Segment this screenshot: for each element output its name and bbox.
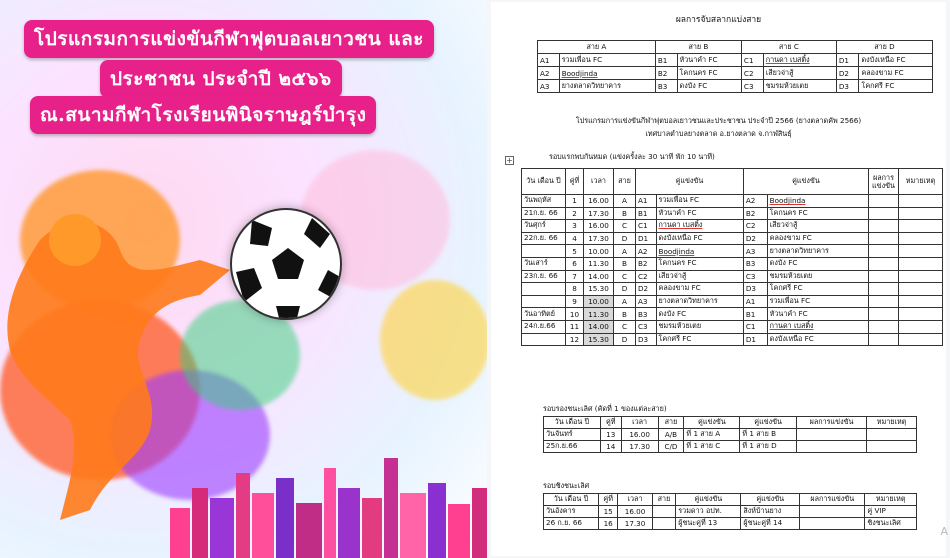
- cell-c1: B2: [636, 257, 657, 270]
- cell-c2: A3: [743, 245, 767, 258]
- table-row: [522, 283, 943, 296]
- cell-grp: D: [614, 333, 636, 346]
- cell-result: [796, 429, 866, 441]
- cell-time: 11.30: [584, 308, 614, 321]
- cell-day: 25ก.ย.66: [544, 441, 601, 453]
- cell-result: [869, 195, 899, 208]
- cell-time: 10.00: [584, 295, 614, 308]
- col-header: คู่ที่: [566, 169, 584, 195]
- cell-time: 11.30: [584, 257, 614, 270]
- col-header: วัน เดือน ปี: [522, 169, 566, 195]
- cell-t2: Boodjinda: [767, 195, 868, 208]
- team-name: โคกนคร FC: [677, 67, 741, 80]
- cell-t1: ยางตลาดวิทยาคาร: [656, 295, 743, 308]
- cell-grp: B: [614, 257, 636, 270]
- col-header: สาย: [614, 169, 636, 195]
- cell-t1: ชมรมห้วยเตย: [656, 320, 743, 333]
- cell-no: 7: [566, 270, 584, 283]
- cell-day: 23ก.ย. 66: [522, 270, 566, 283]
- cell-t2: ชมรมห้วยเตย: [767, 270, 868, 283]
- cell-note: [899, 207, 943, 220]
- table-row: [544, 441, 917, 453]
- col-header: คู่แข่งขัน: [743, 169, 868, 195]
- table-row: [538, 54, 933, 67]
- cell-t1: หัวนาคำ FC: [656, 207, 743, 220]
- cell-c2: A1: [743, 295, 767, 308]
- cell-result: [869, 220, 899, 233]
- cell-day: [522, 295, 566, 308]
- cell-t2: คลองขาม FC: [767, 232, 868, 245]
- cell-grp: C: [614, 320, 636, 333]
- col-header: คู่แข่งขัน: [636, 169, 744, 195]
- cell-result: [869, 270, 899, 283]
- table-row: [544, 506, 917, 518]
- cell-day: [522, 283, 566, 296]
- cell-grp: A: [614, 195, 636, 208]
- cell-c2: C1: [743, 320, 767, 333]
- col-header: หมายเหตุ: [865, 494, 917, 506]
- cell-t1: รวมเพื่อน FC: [656, 195, 743, 208]
- team-name: ชมรมห้วยเตย: [763, 80, 836, 93]
- cell-result: [869, 232, 899, 245]
- cell-no: 2: [566, 207, 584, 220]
- cell-result: [869, 333, 899, 346]
- cell-time: 15.30: [584, 283, 614, 296]
- cell-grp: C/D: [658, 441, 684, 453]
- cell-day: วันอาทิตย์: [522, 308, 566, 321]
- cell-c1: C2: [636, 270, 657, 283]
- cell-t2: ดงบังเหนือ FC: [767, 333, 868, 346]
- cell-t2: กานดา เบสติ้ง: [767, 320, 868, 333]
- table-move-handle[interactable]: +: [506, 156, 513, 165]
- col-header: ผลการแข่งขัน: [869, 169, 899, 195]
- cell-time: 16.00: [621, 429, 658, 441]
- cell-grp: D: [614, 283, 636, 296]
- cell-c2: B2: [743, 207, 767, 220]
- table-row: [522, 220, 943, 233]
- final-table: [543, 493, 917, 530]
- cell-day: 21ก.ย. 66: [522, 207, 566, 220]
- cell-c2: D3: [743, 283, 767, 296]
- document-viewer: [487, 0, 950, 558]
- cell-c1: D2: [636, 283, 657, 296]
- team-name: โคกศรี FC: [859, 80, 933, 93]
- final-header-row: [544, 494, 917, 506]
- cell-note: คู่ VIP: [865, 506, 917, 518]
- cell-t1: ดงบัง FC: [656, 308, 743, 321]
- seed-code: A1: [538, 54, 560, 67]
- cell-c2: B1: [743, 308, 767, 321]
- cell-no: 12: [566, 333, 584, 346]
- cell-grp: A: [614, 245, 636, 258]
- cell-t2: โคกนคร FC: [767, 207, 868, 220]
- cell-t1: โคกนคร FC: [656, 257, 743, 270]
- col-header: เวลา: [618, 494, 652, 506]
- cell-c1: C1: [636, 220, 657, 233]
- cell-grp: [652, 506, 676, 518]
- cell-no: 6: [566, 257, 584, 270]
- seed-code: C1: [741, 54, 763, 67]
- cell-no: 8: [566, 283, 584, 296]
- cell-c1: D3: [636, 333, 657, 346]
- cell-no: 10: [566, 308, 584, 321]
- team-name: เสียวจ่าสู้: [763, 67, 836, 80]
- cell-t1: ผู้ชนะคู่ที่ 13: [676, 518, 741, 530]
- watermark-text: A: [940, 525, 948, 538]
- table-row: [522, 232, 943, 245]
- cell-result: [800, 506, 865, 518]
- cell-time: 17.30: [618, 518, 652, 530]
- cell-t1: คลองขาม FC: [656, 283, 743, 296]
- cell-no: 4: [566, 232, 584, 245]
- cell-t2: ที่ 1 สาย B: [740, 429, 797, 441]
- cell-no: 3: [566, 220, 584, 233]
- col-header: คู่ที่: [600, 417, 621, 429]
- col-header: ผลการแข่งขัน: [800, 494, 865, 506]
- cell-time: 17.30: [621, 441, 658, 453]
- team-name: กานดา เบสติ้ง: [763, 54, 836, 67]
- paint-splash: [380, 280, 487, 400]
- cell-c2: A2: [743, 195, 767, 208]
- seed-code: C2: [741, 67, 763, 80]
- seed-code: D1: [836, 54, 859, 67]
- poster-title-line2: ประชาชน ประจำปี ๒๕๖๖: [100, 60, 342, 98]
- cell-t2: รวมเพื่อน FC: [767, 295, 868, 308]
- cell-c1: A1: [636, 195, 657, 208]
- cell-result: [796, 441, 866, 453]
- cell-grp: C: [614, 220, 636, 233]
- program-subtitle: เทศบาลตำบลยางตลาด อ.ยางตลาด จ.กาฬสินธุ์: [645, 129, 792, 138]
- col-header: คู่ที่: [598, 494, 617, 506]
- table-row: [544, 429, 917, 441]
- group-header: สาย D: [836, 41, 932, 54]
- cell-t2: ดงบัง FC: [767, 257, 868, 270]
- col-header: เวลา: [584, 169, 614, 195]
- cell-day: วันเสาร์: [522, 257, 566, 270]
- col-header: คู่แข่งขัน: [741, 494, 800, 506]
- document-page: [491, 2, 946, 556]
- cell-note: [899, 232, 943, 245]
- table-row: [522, 308, 943, 321]
- table-row: [522, 270, 943, 283]
- team-name: ดงบังเหนือ FC: [859, 54, 933, 67]
- cell-grp: A/B: [658, 429, 684, 441]
- cell-day: 24ก.ย.66: [522, 320, 566, 333]
- col-header: หมายเหตุ: [867, 417, 917, 429]
- football-icon: [230, 208, 342, 320]
- cell-no: 11: [566, 320, 584, 333]
- cell-note: [899, 320, 943, 333]
- cell-c1: A2: [636, 245, 657, 258]
- cell-time: 17.30: [584, 232, 614, 245]
- cell-day: วันศุกร์: [522, 220, 566, 233]
- cell-no: 14: [600, 441, 621, 453]
- team-name: หัวนาคำ FC: [677, 54, 741, 67]
- cell-time: 17.30: [584, 207, 614, 220]
- cell-no: 1: [566, 195, 584, 208]
- seed-code: B1: [655, 54, 677, 67]
- cell-t1: ที่ 1 สาย A: [684, 429, 740, 441]
- seed-code: D3: [836, 80, 859, 93]
- cell-c2: C3: [743, 270, 767, 283]
- cell-c1: B1: [636, 207, 657, 220]
- poster-title-line1: โปรแกรมการแข่งขันกีฬาฟุตบอลเยาวชน และ: [24, 20, 434, 58]
- table-row: [522, 257, 943, 270]
- cell-result: [869, 245, 899, 258]
- cell-c2: C2: [743, 220, 767, 233]
- cell-time: 16.00: [618, 506, 652, 518]
- cell-c1: A3: [636, 295, 657, 308]
- seed-code: C3: [741, 80, 763, 93]
- draw-heading: ผลการจับสลากแบ่งสาย: [675, 15, 762, 25]
- col-header: เวลา: [621, 417, 658, 429]
- cell-c2: D2: [743, 232, 767, 245]
- col-header: คู่แข่งขัน: [740, 417, 797, 429]
- cell-result: [869, 308, 899, 321]
- cell-result: [869, 257, 899, 270]
- cell-t2: โคกศรี FC: [767, 283, 868, 296]
- cell-note: [899, 308, 943, 321]
- cell-t1: รวมดาว อปท.: [676, 506, 741, 518]
- cell-c2: B3: [743, 257, 767, 270]
- cell-day: วันอังคาร: [544, 506, 599, 518]
- cell-time: 14.00: [584, 320, 614, 333]
- cell-note: [899, 333, 943, 346]
- cell-time: 16.00: [584, 195, 614, 208]
- round1-label: รอบแรกพบกันหมด (แข่งครั้งละ 30 นาที พัก 10 นาที): [549, 152, 715, 161]
- cell-no: 5: [566, 245, 584, 258]
- cell-grp: D: [614, 232, 636, 245]
- cell-note: [899, 295, 943, 308]
- poster-title-line3: ณ.สนามกีฬาโรงเรียนพินิจราษฎร์บำรุง: [30, 96, 376, 134]
- cell-t2: ที่ 1 สาย D: [740, 441, 797, 453]
- cell-grp: A: [614, 295, 636, 308]
- cell-t2: ยางตลาดวิทยาคาร: [767, 245, 868, 258]
- table-row: [522, 207, 943, 220]
- groups-table: [537, 40, 933, 93]
- team-name: คลองขาม FC: [859, 67, 933, 80]
- semifinal-table: [543, 416, 917, 453]
- cell-note: [899, 257, 943, 270]
- seed-code: A3: [538, 80, 560, 93]
- cell-t1: Boodjinda: [656, 245, 743, 258]
- cell-t2: ผู้ชนะคู่ที่ 14: [741, 518, 800, 530]
- col-header: วัน เดือน ปี: [544, 494, 599, 506]
- group-header: สาย A: [538, 41, 656, 54]
- cell-no: 16: [598, 518, 617, 530]
- col-header: หมายเหตุ: [899, 169, 943, 195]
- table-row: [538, 67, 933, 80]
- cell-t1: ที่ 1 สาย C: [684, 441, 740, 453]
- cell-note: [899, 270, 943, 283]
- cell-grp: B: [614, 308, 636, 321]
- team-name: รวมเพื่อน FC: [559, 54, 655, 67]
- cell-grp: [652, 518, 676, 530]
- group-header: สาย C: [741, 41, 836, 54]
- cell-day: วันพฤหัส: [522, 195, 566, 208]
- table-row: [522, 195, 943, 208]
- city-skyline: [170, 438, 487, 558]
- cell-note: [867, 441, 917, 453]
- col-header: สาย: [658, 417, 684, 429]
- cell-time: 10.00: [584, 245, 614, 258]
- seed-code: B3: [655, 80, 677, 93]
- cell-c1: C3: [636, 320, 657, 333]
- cell-time: 16.00: [584, 220, 614, 233]
- table-row: [544, 518, 917, 530]
- table-row: [538, 80, 933, 93]
- table-row: [522, 245, 943, 258]
- cell-day: [522, 245, 566, 258]
- seed-code: D2: [836, 67, 859, 80]
- cell-t2: สิงห์บ้านยาง: [741, 506, 800, 518]
- col-header: ผลการแข่งขัน: [796, 417, 866, 429]
- cell-day: [522, 333, 566, 346]
- round1-schedule-table: [521, 168, 943, 346]
- cell-day: 26 ก.ย. 66: [544, 518, 599, 530]
- table-row: [522, 295, 943, 308]
- cell-time: 14.00: [584, 270, 614, 283]
- cell-no: 9: [566, 295, 584, 308]
- seed-code: A2: [538, 67, 560, 80]
- cell-note: [899, 245, 943, 258]
- cell-result: [869, 283, 899, 296]
- cell-day: วันจันทร์: [544, 429, 601, 441]
- cell-t1: ดงบังเหนือ FC: [656, 232, 743, 245]
- cell-t1: เสียวจ่าสู้: [656, 270, 743, 283]
- cell-t1: กานดา เบสติ้ง: [656, 220, 743, 233]
- team-name: Boodjinda: [559, 67, 655, 80]
- cell-note: [899, 283, 943, 296]
- cell-grp: C: [614, 270, 636, 283]
- col-header: คู่แข่งขัน: [676, 494, 741, 506]
- table-row: [522, 320, 943, 333]
- schedule-header-row: [522, 169, 943, 195]
- program-title: โปรแกรมการแข่งขันกีฬาฟุตบอลเยาวชนและประชาชน ประจำปี 2566 (ยางตลาดคัพ 2566): [575, 116, 862, 125]
- cell-result: [869, 207, 899, 220]
- cell-time: 15.30: [584, 333, 614, 346]
- col-header: สาย: [652, 494, 676, 506]
- cell-c1: D1: [636, 232, 657, 245]
- team-name: ดงบัง FC: [677, 80, 741, 93]
- cell-t2: เสียวจ่าสู้: [767, 220, 868, 233]
- cell-day: 22ก.ย. 66: [522, 232, 566, 245]
- final-label: รอบชิงชนะเลิศ: [543, 481, 590, 490]
- cell-result: [800, 518, 865, 530]
- cell-c2: D1: [743, 333, 767, 346]
- cell-note: [899, 195, 943, 208]
- cell-note: ชิงชนะเลิศ: [865, 518, 917, 530]
- groups-header-row: [538, 41, 933, 54]
- cell-c1: B3: [636, 308, 657, 321]
- semifinal-label: รอบรองชนะเลิศ (คัดที่ 1 ของแต่ละสาย): [543, 404, 667, 413]
- semifinal-header-row: [544, 417, 917, 429]
- cell-t2: หัวนาคำ FC: [767, 308, 868, 321]
- table-row: [522, 333, 943, 346]
- cell-grp: B: [614, 207, 636, 220]
- group-header: สาย B: [655, 41, 741, 54]
- team-name: ยางตลาดวิทยาคาร: [559, 80, 655, 93]
- cell-note: [867, 429, 917, 441]
- cell-result: [869, 295, 899, 308]
- seed-code: B2: [655, 67, 677, 80]
- cell-no: 13: [600, 429, 621, 441]
- col-header: วัน เดือน ปี: [544, 417, 601, 429]
- cell-note: [899, 220, 943, 233]
- col-header: คู่แข่งขัน: [684, 417, 740, 429]
- cell-result: [869, 320, 899, 333]
- cell-no: 15: [598, 506, 617, 518]
- cell-t1: โคกศรี FC: [656, 333, 743, 346]
